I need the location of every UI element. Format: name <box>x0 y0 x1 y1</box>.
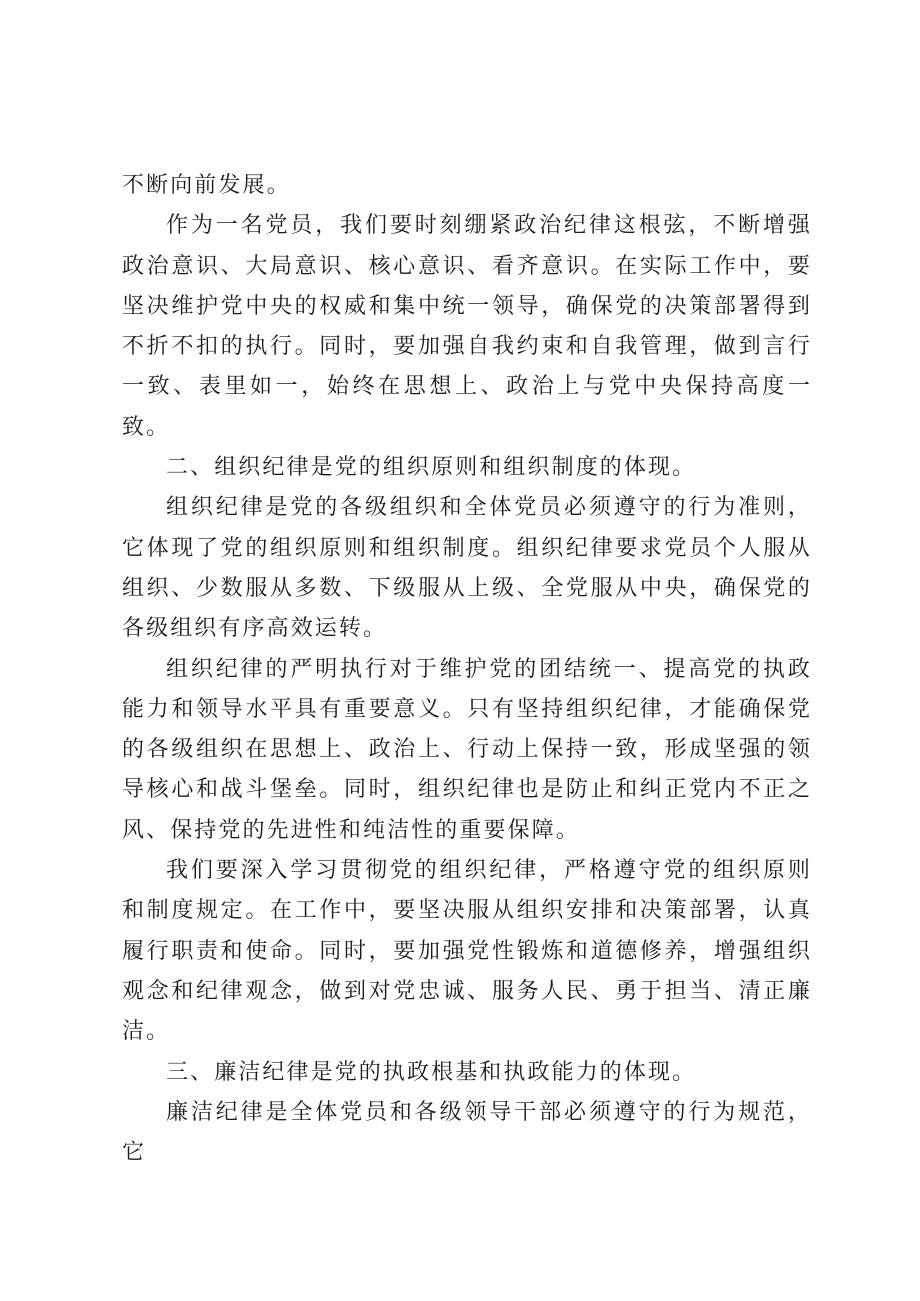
paragraph-organizational-discipline-practice: 我们要深入学习贯彻党的组织纪律，严格遵守党的组织原则和制度规定。在工作中，要坚决服从组织安排和决策部署，认真履行职责和使命。同时，要加强党性锻炼和道德修养，增强组织观念和纪律观念，做到对党忠诚、服务人民、勇于担当、清正廉洁。 <box>122 858 812 1045</box>
section-heading-integrity-discipline: 三、廉洁纪律是党的执政根基和执政能力的体现。 <box>166 1059 697 1085</box>
paragraph-integrity-discipline-definition: 廉洁纪律是全体党员和各级领导干部必须遵守的行为规范，它 <box>122 1099 812 1166</box>
section-heading-organizational-discipline: 二、组织纪律是党的组织原则和组织制度的体现。 <box>166 455 697 481</box>
paragraph-political-discipline-practice: 作为一名党员，我们要时刻绷紧政治纪律这根弦，不断增强政治意识、大局意识、核心意识、看齐意识。在实际工作中，要坚决维护党中央的权威和集中统一领导，确保党的决策部署得到不折不扣的执行。同时，要加强自我约束和自我管理，做到言行一致、表里如一，始终在思想上、政治上与党中央保持高度一致。 <box>122 213 812 440</box>
paragraph-organizational-discipline-definition: 组织纪律是党的各级组织和全体党员必须遵守的行为准则，它体现了党的组织原则和组织制度。组织纪律要求党员个人服从组织、少数服从多数、下级服从上级、全党服从中央，确保党的各级组织有序高效运转。 <box>122 495 812 642</box>
paragraph-organizational-discipline-significance: 组织纪律的严明执行对于维护党的团结统一、提高党的执政能力和领导水平具有重要意义。只有坚持组织纪律，才能确保党的各级组织在思想上、政治上、行动上保持一致，形成坚强的领导核心和战斗堡垒。同时，组织纪律也是防止和纠正党内不正之风、保持党的先进性和纯洁性的重要保障。 <box>122 656 812 843</box>
paragraph-continuation: 不断向前发展。 <box>122 173 291 198</box>
document-body <box>122 166 812 1173</box>
